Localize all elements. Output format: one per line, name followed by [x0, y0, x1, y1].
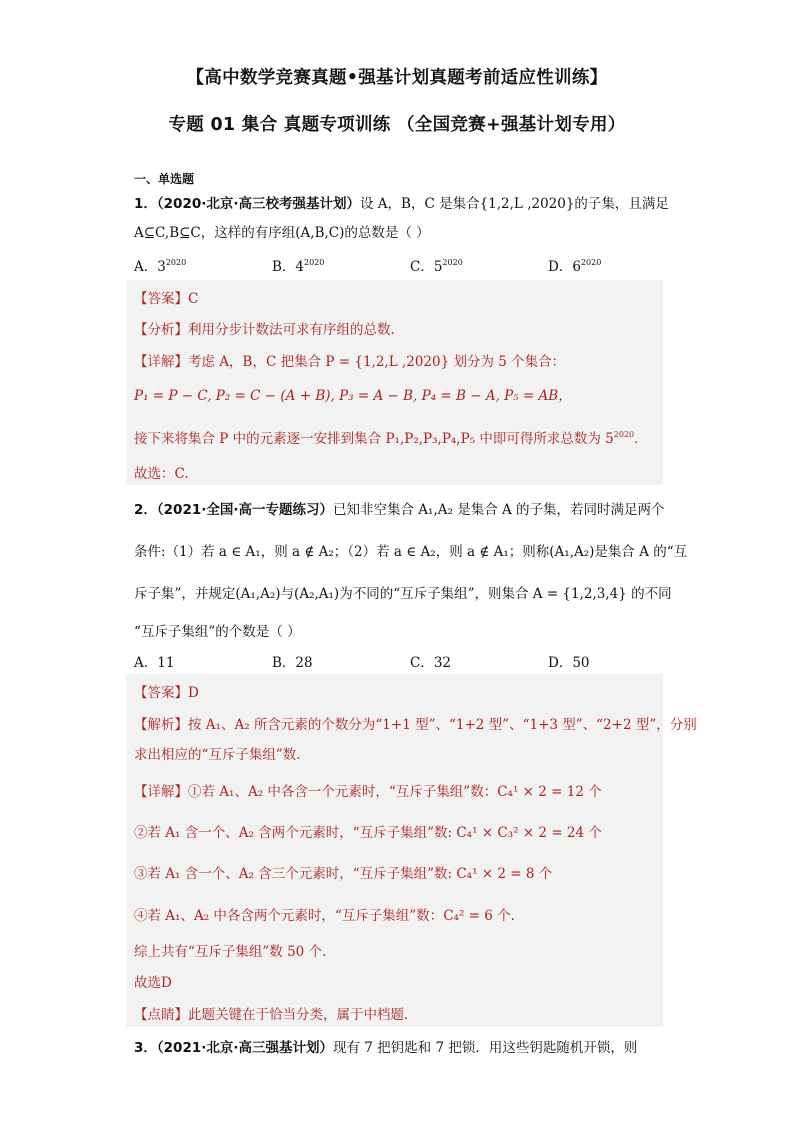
q1-stem-line2: A⊆C,B⊆C，这样的有序组(A,B,C)的总数是（ ）	[134, 225, 430, 241]
q2-detail-2: ②若 A₁ 含一个、A₂ 含两个元素时，“互斥子集组”数: C₄¹ × C₃² × 2 = 24 个	[134, 825, 602, 841]
q1-number: 1．	[134, 196, 157, 212]
q1-conclusion: 故选：C.	[134, 466, 189, 482]
q1-option-a: A．$3^{2020}$	[134, 258, 187, 275]
document-title: 【高中数学竞赛真题•强基计划真题考前适应性训练】	[186, 68, 608, 88]
q1-source: （2020·北京·高三校考强基计划）	[156, 196, 360, 212]
q1-analysis: 【分析】利用分步计数法可求有序组的总数.	[134, 322, 395, 338]
section-heading: 一、单选题	[134, 172, 195, 186]
q2-stem-line1	[134, 498, 665, 518]
q3-source: （2021·北京·高三强基计划）	[156, 1040, 333, 1056]
q1-detail-2: P₁ = P − C, P₂ = C − (A + B), P₃ = A − B, P₄ = B − A, P₅ = AB，	[134, 388, 572, 404]
q2-analysis-2: 求出相应的“互斥子集组”数.	[134, 747, 301, 763]
q1-text-1: 设 A，B，C 是集合{1,2,L ,2020}的子集，且满足	[360, 196, 669, 212]
q3-stem-line1	[134, 1036, 637, 1056]
q2-number: 2．	[134, 502, 157, 518]
q3-number: 3．	[134, 1040, 157, 1056]
q2-option-a: A．11	[134, 655, 175, 671]
document-subtitle: 专题 01 集合 真题专项训练 （全国竞赛+强基计划专用）	[168, 115, 626, 135]
q1-detail-3: 接下来将集合 P 中的元素逐一安排到集合 P₁,P₂,P₃,P₄,P₅ 中即可得所求总数为 $5^{2020}$．	[134, 430, 648, 447]
q1-option-c: C．$5^{2020}$	[410, 258, 463, 275]
q2-text-1: 已知非空集合 A₁,A₂ 是集合 A 的子集，若同时满足两个	[333, 502, 665, 518]
q1-option-d: D．$6^{2020}$	[548, 258, 602, 275]
q2-source: （2021·全国·高一专题练习）	[156, 502, 333, 518]
q1-detail-1: 【详解】考虑 A，B，C 把集合 P = {1,2,L ,2020} 划分为 5 个集合：	[134, 354, 566, 370]
q1-answer-box	[126, 280, 663, 485]
q1-stem-line1	[134, 192, 669, 212]
q2-conclusion: 故选D	[134, 975, 172, 991]
q2-stem-line4: “互斥子集组”的个数是（ ）	[134, 624, 301, 640]
q2-answer: 【答案】D	[134, 685, 199, 701]
q2-stem-line3: 斥子集”，并规定(A₁,A₂)与(A₂,A₁)为不同的“互斥子集组”，则集合 A = {1,2,3,4} 的不同	[134, 586, 672, 602]
q1-option-b: B．$4^{2020}$	[272, 258, 325, 275]
q2-analysis-1: 【解析】按 A₁、A₂ 所含元素的个数分为“1+1 型”、“1+2 型”、“1+3 型”、“2+2 型”，分别	[134, 717, 697, 733]
q2-stem-line2: 条件:（1）若 a ∈ A₁，则 a ∉ A₂；（2）若 a ∈ A₂，则 a ∉ A₁；则称(A₁,A₂)是集合 A 的“互	[134, 544, 688, 560]
q2-detail-4: ④若 A₁、A₂ 中各含两个元素时，“互斥子集组”数：C₄² = 6 个.	[134, 908, 515, 924]
q2-option-d: D．50	[548, 655, 590, 671]
q2-summary: 综上共有“互斥子集组”数 50 个.	[134, 944, 327, 960]
q2-remark: 【点睛】此题关键在于恰当分类，属于中档题.	[134, 1007, 409, 1023]
q1-answer: 【答案】C	[134, 291, 199, 307]
q3-text-1: 现有 7 把钥匙和 7 把锁．用这些钥匙随机开锁，则	[333, 1040, 638, 1056]
q2-option-b: B．28	[272, 655, 313, 671]
q2-detail-1: 【详解】①若 A₁、A₂ 中各含一个元素时，“互斥子集组”数：C₄¹ × 2 = 12 个	[134, 784, 602, 800]
q2-option-c: C．32	[410, 655, 452, 671]
q2-detail-3: ③若 A₁ 含一个、A₂ 含三个元素时，“互斥子集组”数: C₄¹ × 2 = 8 个	[134, 866, 553, 882]
